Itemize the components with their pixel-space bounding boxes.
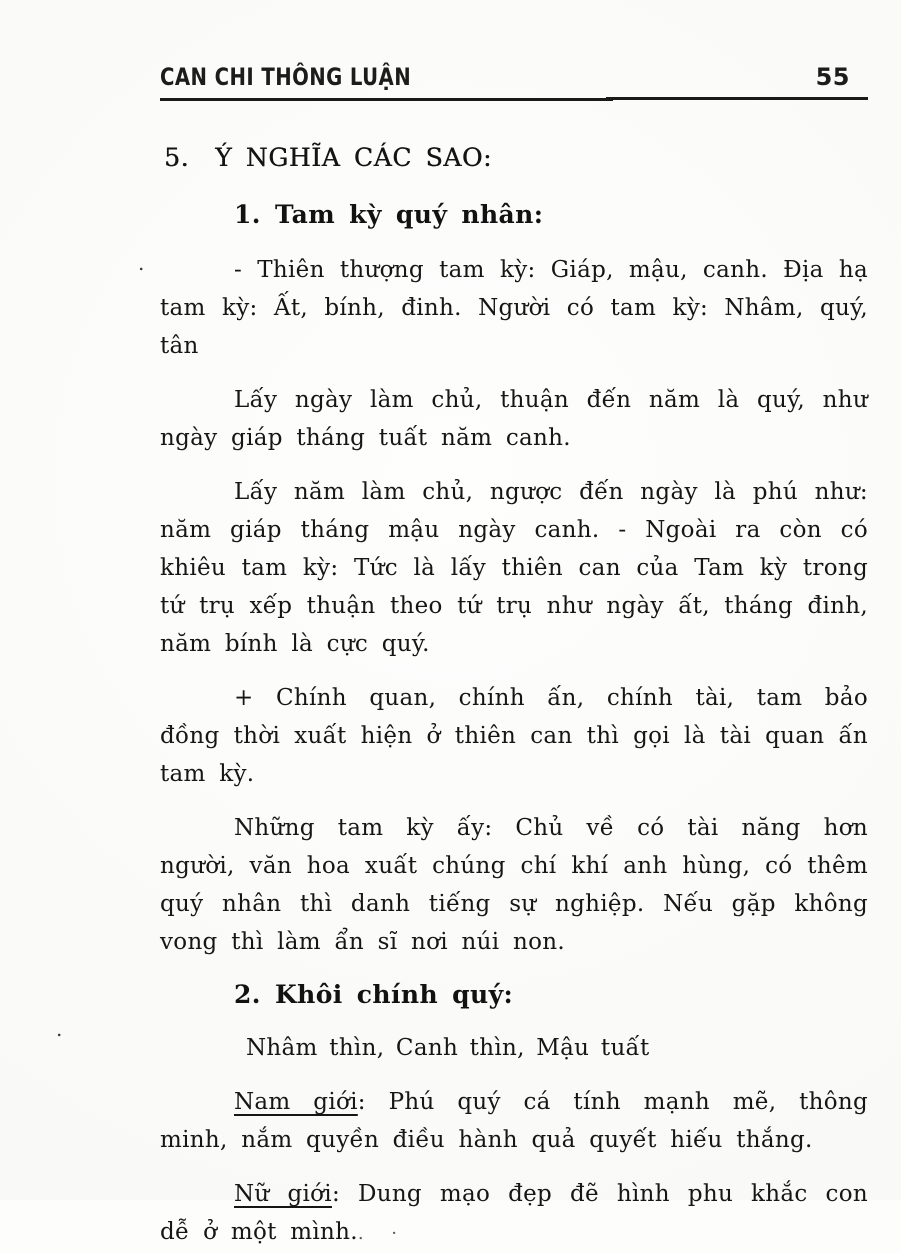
subsection-2-heading: 2. Khôi chính quý: — [234, 980, 514, 1009]
entry-nu-gioi — [160, 1175, 868, 1253]
running-header — [160, 62, 868, 92]
page-number: 55 — [815, 63, 850, 91]
scan-artifact-trailing-dots: . · — [357, 1223, 406, 1244]
section-title: Ý NGHĨA CÁC SAO: — [215, 143, 492, 172]
header-rule — [160, 96, 868, 101]
paragraph-nhung-tam-ky-ay: Những tam kỳ ấy: Chủ về có tài năng hơn người, văn hoa xuất chúng chí khí anh hùng, có thêm quý nhân thì danh tiếng sự nghiệp. Nếu gặp không vong thì làm ẩn sĩ nơi núi non. — [160, 815, 868, 955]
paragraph-lay-ngay-lam-chu: Lấy ngày làm chủ, thuận đến năm là quý, như ngày giáp tháng tuất năm canh. — [160, 387, 868, 451]
paragraph-lay-nam-lam-chu: Lấy năm làm chủ, ngược đến ngày là phú như: năm giáp tháng mậu ngày canh. - Ngoài ra còn có khiêu tam kỳ: Tức là lấy thiên can của Tam kỳ trong tứ trụ xếp thuận theo tứ trụ như ngày ất, tháng đinh, năm bính là cực quý. — [160, 479, 868, 657]
paragraph-chinh-quan-chinh-an: + Chính quan, chính ấn, chính tài, tam bảo đồng thời xuất hiện ở thiên can thì gọi là tài quan ấn tam kỳ. — [160, 685, 868, 787]
page-content — [160, 0, 868, 1253]
section-heading — [160, 143, 868, 173]
header-rule-right-segment — [606, 97, 868, 100]
entry-nam-gioi-label: Nam giới — [234, 1089, 358, 1115]
running-title: CAN CHI THÔNG LUẬN — [160, 63, 412, 91]
entry-nu-gioi-text: : Dung mạo đẹp đẽ hình phu khắc con dễ ở một mình. — [160, 1181, 868, 1245]
section-number: 5. — [164, 143, 190, 172]
entry-nam-gioi-text: : Phú quý cá tính mạnh mẽ, thông minh, nắm quyền điều hành quả quyết hiếu thắng. — [160, 1089, 869, 1153]
scan-artifact-dot: . — [56, 1017, 63, 1041]
paragraph-thien-thuong-tam-ky: - Thiên thượng tam kỳ: Giáp, mậu, canh. Địa hạ tam kỳ: Ất, bính, đinh. Người có tam kỳ: Nhâm, quý, tân — [160, 257, 868, 359]
header-rule-left-segment — [160, 98, 613, 101]
scan-artifact-dot: . — [138, 251, 145, 275]
pillars-line: Nhâm thìn, Canh thìn, Mậu tuất — [246, 1035, 650, 1061]
subsection-1-heading: 1. Tam kỳ quý nhân: — [234, 200, 544, 229]
entry-nu-gioi-label: Nữ giới — [234, 1181, 332, 1207]
entry-nam-gioi — [160, 1083, 868, 1159]
